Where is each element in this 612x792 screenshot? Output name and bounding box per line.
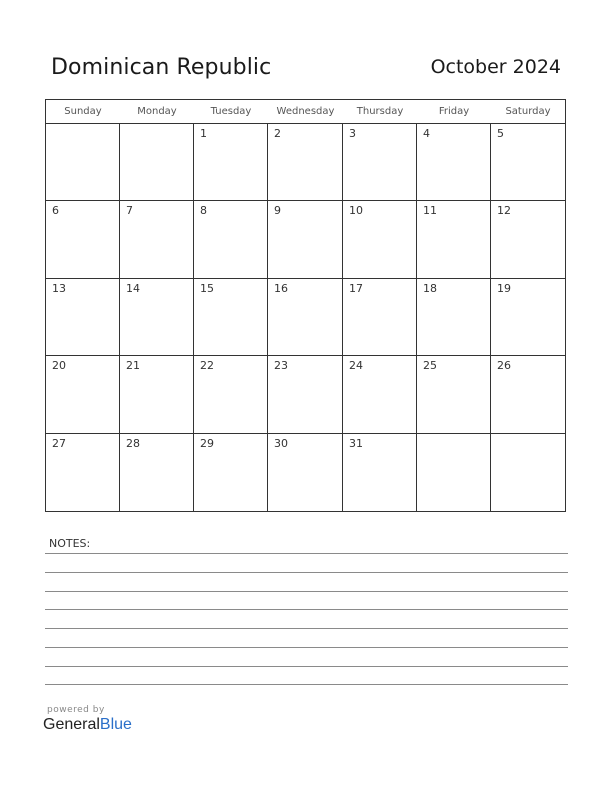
logo-blue-text: Blue — [99, 716, 132, 733]
day-cell — [343, 124, 417, 201]
notes-line — [45, 647, 568, 648]
day-cell — [417, 124, 491, 201]
day-number: 4 — [423, 127, 430, 140]
day-number: 1 — [200, 127, 207, 140]
day-number: 10 — [349, 204, 363, 218]
day-number: 15 — [200, 281, 214, 295]
day-number: 29 — [200, 436, 214, 450]
day-cell — [120, 434, 194, 511]
day-cell — [268, 434, 343, 511]
day-number: 31 — [349, 436, 363, 450]
day-number: 30 — [274, 436, 288, 450]
day-number: 8 — [200, 204, 207, 218]
day-cell — [46, 201, 120, 278]
day-number: 6 — [52, 204, 59, 218]
day-number: 14 — [126, 281, 140, 295]
day-cell — [194, 124, 268, 201]
day-cell — [46, 434, 120, 511]
day-cell — [46, 356, 120, 433]
day-cell — [194, 356, 268, 433]
powered-by-text: powered by — [47, 705, 105, 715]
day-number: 7 — [126, 204, 133, 218]
day-cell — [417, 201, 491, 278]
day-cell — [343, 434, 417, 511]
weekday-header: Thursday — [343, 100, 417, 124]
day-cell — [268, 356, 343, 433]
calendar-title-month: October 2024 — [430, 56, 561, 78]
weekday-header: Saturday — [491, 100, 565, 124]
day-cell — [417, 279, 491, 356]
day-cell — [194, 434, 268, 511]
day-number: 11 — [423, 204, 437, 218]
day-cell — [491, 356, 565, 433]
day-number: 17 — [349, 281, 363, 295]
day-cell — [120, 356, 194, 433]
day-number: 19 — [497, 281, 511, 295]
day-number: 16 — [274, 281, 288, 295]
day-cell — [120, 201, 194, 278]
notes-line — [45, 572, 568, 573]
weekday-header: Monday — [120, 100, 194, 124]
day-number: 27 — [52, 436, 66, 450]
day-cell — [417, 356, 491, 433]
notes-line — [45, 553, 568, 554]
day-number: 2 — [274, 127, 281, 140]
weekday-header: Friday — [417, 100, 491, 124]
day-cell — [194, 201, 268, 278]
day-cell — [417, 434, 491, 511]
day-number: 28 — [126, 436, 140, 450]
day-number: 9 — [274, 204, 281, 218]
day-cell — [343, 279, 417, 356]
day-cell — [343, 356, 417, 433]
notes-line — [45, 609, 568, 610]
day-cell — [343, 201, 417, 278]
day-cell — [268, 124, 343, 201]
day-cell — [46, 279, 120, 356]
day-cell — [491, 279, 565, 356]
day-number: 25 — [423, 359, 437, 373]
day-cell — [120, 124, 194, 201]
notes-line — [45, 684, 568, 685]
notes-line — [45, 591, 568, 592]
day-number: 13 — [52, 281, 66, 295]
day-number: 18 — [423, 281, 437, 295]
notes-line — [45, 666, 568, 667]
day-cell — [491, 124, 565, 201]
calendar-grid — [45, 99, 566, 512]
calendar-title-country: Dominican Republic — [51, 55, 272, 80]
day-cell — [46, 124, 120, 201]
logo-general-text: General — [43, 716, 100, 733]
day-number: 20 — [52, 359, 66, 373]
weekday-header: Sunday — [46, 100, 120, 124]
day-number: 12 — [497, 204, 511, 218]
weekday-header: Tuesday — [194, 100, 268, 124]
day-number: 3 — [349, 127, 356, 140]
day-number: 21 — [126, 359, 140, 373]
day-number: 5 — [497, 127, 504, 140]
day-cell — [491, 434, 565, 511]
weekday-header: Wednesday — [268, 100, 343, 124]
notes-label: NOTES: — [49, 537, 91, 550]
day-cell — [491, 201, 565, 278]
day-number: 23 — [274, 359, 288, 373]
day-cell — [194, 279, 268, 356]
day-cell — [120, 279, 194, 356]
day-cell — [268, 201, 343, 278]
day-number: 26 — [497, 359, 511, 373]
generalblue-logo — [43, 716, 132, 734]
notes-line — [45, 628, 568, 629]
day-number: 22 — [200, 359, 214, 373]
day-number: 24 — [349, 359, 363, 373]
day-cell — [268, 279, 343, 356]
